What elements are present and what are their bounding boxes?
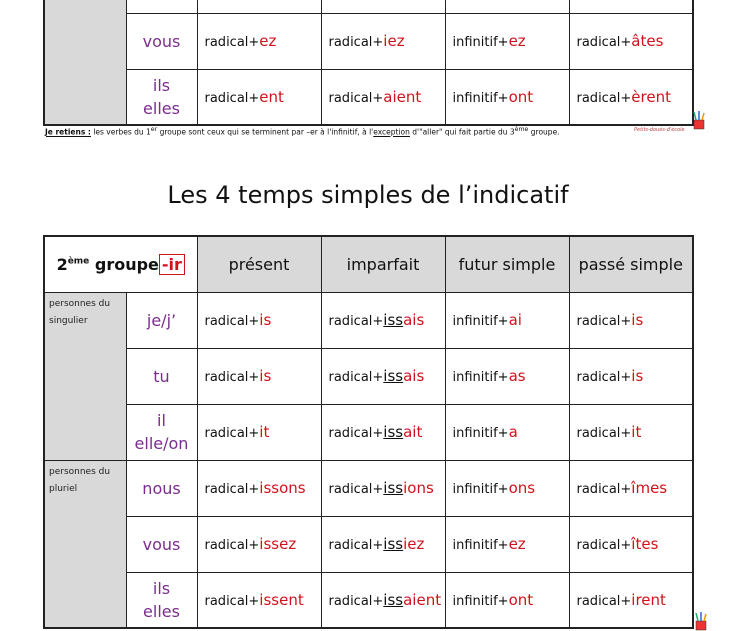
side-label-singulier [44,292,126,460]
conj-cell [569,516,693,572]
pronoun-cell [126,404,197,460]
table-row [44,292,693,348]
cell-prefix: radical+ [204,90,260,106]
cell-ending: is [631,367,644,385]
note-text: les verbes du 1 [90,127,151,137]
conj-cell [197,0,321,13]
conj-cell [197,69,321,125]
cell-ending: is [631,311,644,329]
cell-ending: is [259,367,272,385]
conj-cell [197,572,321,628]
note-exception: exception [373,127,410,137]
cell-prefix: infinitif+ [452,426,509,441]
page-title: Les 4 temps simples de l’indicatif [167,181,569,209]
conjugation-table-1er-groupe [43,0,694,126]
group-header [44,236,197,292]
conj-cell [321,460,445,516]
cell-iss-infix: iss [383,367,404,385]
cell-ending: îmes [631,479,668,497]
group-number: 2 [56,254,68,274]
cell-ending: ons [508,479,536,497]
cell-ending: aient [403,590,442,609]
pronoun-text: tu [153,366,170,386]
conj-cell [321,516,445,572]
conj-cell [445,572,569,628]
cell-prefix: infinitif+ [452,482,509,497]
conj-cell [197,516,321,572]
cell-iss-infix: iss [383,311,404,329]
cell-prefix: radical+ [576,370,632,385]
pronoun-cell [126,516,197,572]
cell-ending: aient [383,87,422,106]
cell-iss-infix: iss [383,479,404,497]
pronoun-cell [126,460,197,516]
conj-cell [321,292,445,348]
pronoun-text: ils [152,75,171,95]
header-present: présent [197,236,321,292]
conj-cell [321,572,445,628]
pronoun-text: vous [142,534,181,554]
cell-ending: issent [259,590,304,609]
conj-cell [569,348,693,404]
note-text: groupe. [528,127,560,137]
note-sup: ème [514,126,529,133]
cell-ending: it [259,423,270,441]
conj-cell [197,404,321,460]
group-word: groupe [89,254,159,274]
note-sup: er [150,126,158,133]
note-label: Je retiens : [45,127,91,137]
conj-cell [197,13,321,69]
je-retiens-note [45,126,560,137]
side-label-line: personnes du [49,298,111,309]
cell-ending: ais [403,367,425,385]
cell-prefix: radical+ [328,593,384,609]
cell-prefix: radical+ [204,35,260,50]
logo-text: Petits-doués-d'école [634,127,685,133]
side-label-pluriel [44,460,126,628]
header-futur-simple: futur simple [445,236,569,292]
cell-ending: âtes [631,32,664,50]
cell-ending: a [508,423,518,441]
conj-cell [569,460,693,516]
conj-cell [321,348,445,404]
pronoun-text: ils [152,578,171,598]
conj-cell [445,348,569,404]
cell-prefix: infinitif+ [452,370,509,385]
cell-prefix: infinitif+ [452,538,509,553]
pronoun-text: elle/on [134,434,189,453]
cell-ending: ez [508,32,526,50]
cell-prefix: radical+ [576,593,632,609]
side-label-line: singulier [49,315,88,326]
cell-ending: irent [631,590,666,609]
cell-prefix: radical+ [204,482,260,497]
table-row [44,13,693,69]
cell-prefix: radical+ [204,314,260,329]
side-cell [44,0,126,125]
cell-iss-infix: iss [383,535,404,553]
conj-cell [569,0,693,13]
conj-cell [445,292,569,348]
cell-ending: ais [403,311,425,329]
table-row [44,404,693,460]
cell-prefix: radical+ [328,35,384,50]
table-row [44,0,693,13]
cell-ending: iez [403,535,425,553]
cell-ending: èrent [631,87,671,106]
pronoun-cell [126,348,197,404]
conj-cell [569,404,693,460]
conjugation-table-2eme-groupe [43,235,694,629]
header-row [44,236,693,292]
conj-cell [569,69,693,125]
table-row [44,348,693,404]
cell-ending: is [259,311,272,329]
cell-iss-infix: iss [383,590,404,609]
pronoun-cell [126,292,197,348]
cell-prefix: infinitif+ [452,593,509,609]
conj-cell [445,404,569,460]
conj-cell [321,13,445,69]
note-text: groupe sont ceux qui se terminent par –er à l'infinitif, à l' [157,127,374,137]
header-imparfait: imparfait [321,236,445,292]
conj-cell [445,0,569,13]
conj-cell [321,404,445,460]
conj-cell [321,0,445,13]
pronoun-cell [126,69,197,125]
cell-prefix: radical+ [576,426,632,441]
conj-cell [197,292,321,348]
cell-prefix: radical+ [204,538,260,553]
cell-prefix: infinitif+ [452,90,509,106]
cell-ending: ent [259,87,284,106]
pencils-icon [692,110,706,130]
conj-cell [445,69,569,125]
header-passe-simple: passé simple [569,236,693,292]
cell-ending: ez [508,535,526,553]
cell-ending: it [631,423,642,441]
cell-ending: ions [403,479,434,497]
cell-prefix: radical+ [328,314,384,329]
cell-prefix: radical+ [328,538,384,553]
cell-prefix: radical+ [576,35,632,50]
table-row [44,69,693,125]
cell-prefix: radical+ [204,593,260,609]
group-sup: ème [67,256,90,267]
cell-ending: ait [403,423,423,441]
pronoun-text: vous [142,31,181,51]
side-label-line: personnes du [49,466,111,477]
cell-prefix: infinitif+ [452,35,509,50]
pronoun-text: nous [142,478,181,498]
cell-ending: issez [259,535,297,553]
pronoun-text: je/j’ [146,310,177,330]
cell-prefix: radical+ [576,538,632,553]
cell-prefix: radical+ [204,370,260,385]
cell-ending: ez [259,32,277,50]
conj-cell [445,13,569,69]
cell-prefix: radical+ [328,426,384,441]
cell-prefix: radical+ [204,426,260,441]
cell-ending: issons [259,479,306,497]
pronoun-text: elles [143,98,180,118]
cell-prefix: radical+ [576,90,632,106]
pronoun-text: il [157,411,166,430]
cell-prefix: radical+ [328,90,384,106]
conj-cell [321,69,445,125]
conj-cell [569,292,693,348]
cell-prefix: radical+ [576,314,632,329]
conj-cell [445,460,569,516]
pronoun-cell [126,13,197,69]
cell-ending: iez [383,32,405,50]
cell-ending: ont [508,590,534,609]
cell-ending: ont [508,87,534,106]
pronoun-cell [126,572,197,628]
cell-prefix: radical+ [328,370,384,385]
table-row [44,460,693,516]
cell-ending: ai [508,311,522,329]
pronoun-text: elles [143,601,180,621]
group-suffix-box: -ir [159,254,185,275]
pencils-icon [694,611,708,631]
conj-cell [569,572,693,628]
conj-cell [197,460,321,516]
side-label-line: pluriel [49,483,78,494]
pronoun-cell [126,0,197,13]
conj-cell [197,348,321,404]
cell-ending: îtes [631,535,659,553]
cell-iss-infix: iss [383,423,404,441]
table-row [44,516,693,572]
cell-ending: as [508,367,526,385]
cell-prefix: radical+ [576,482,632,497]
conj-cell [569,13,693,69]
conj-cell [445,516,569,572]
table-row [44,572,693,628]
cell-prefix: infinitif+ [452,314,509,329]
note-text: d'"aller" qui fait partie du 3 [409,127,515,137]
cell-prefix: radical+ [328,482,384,497]
